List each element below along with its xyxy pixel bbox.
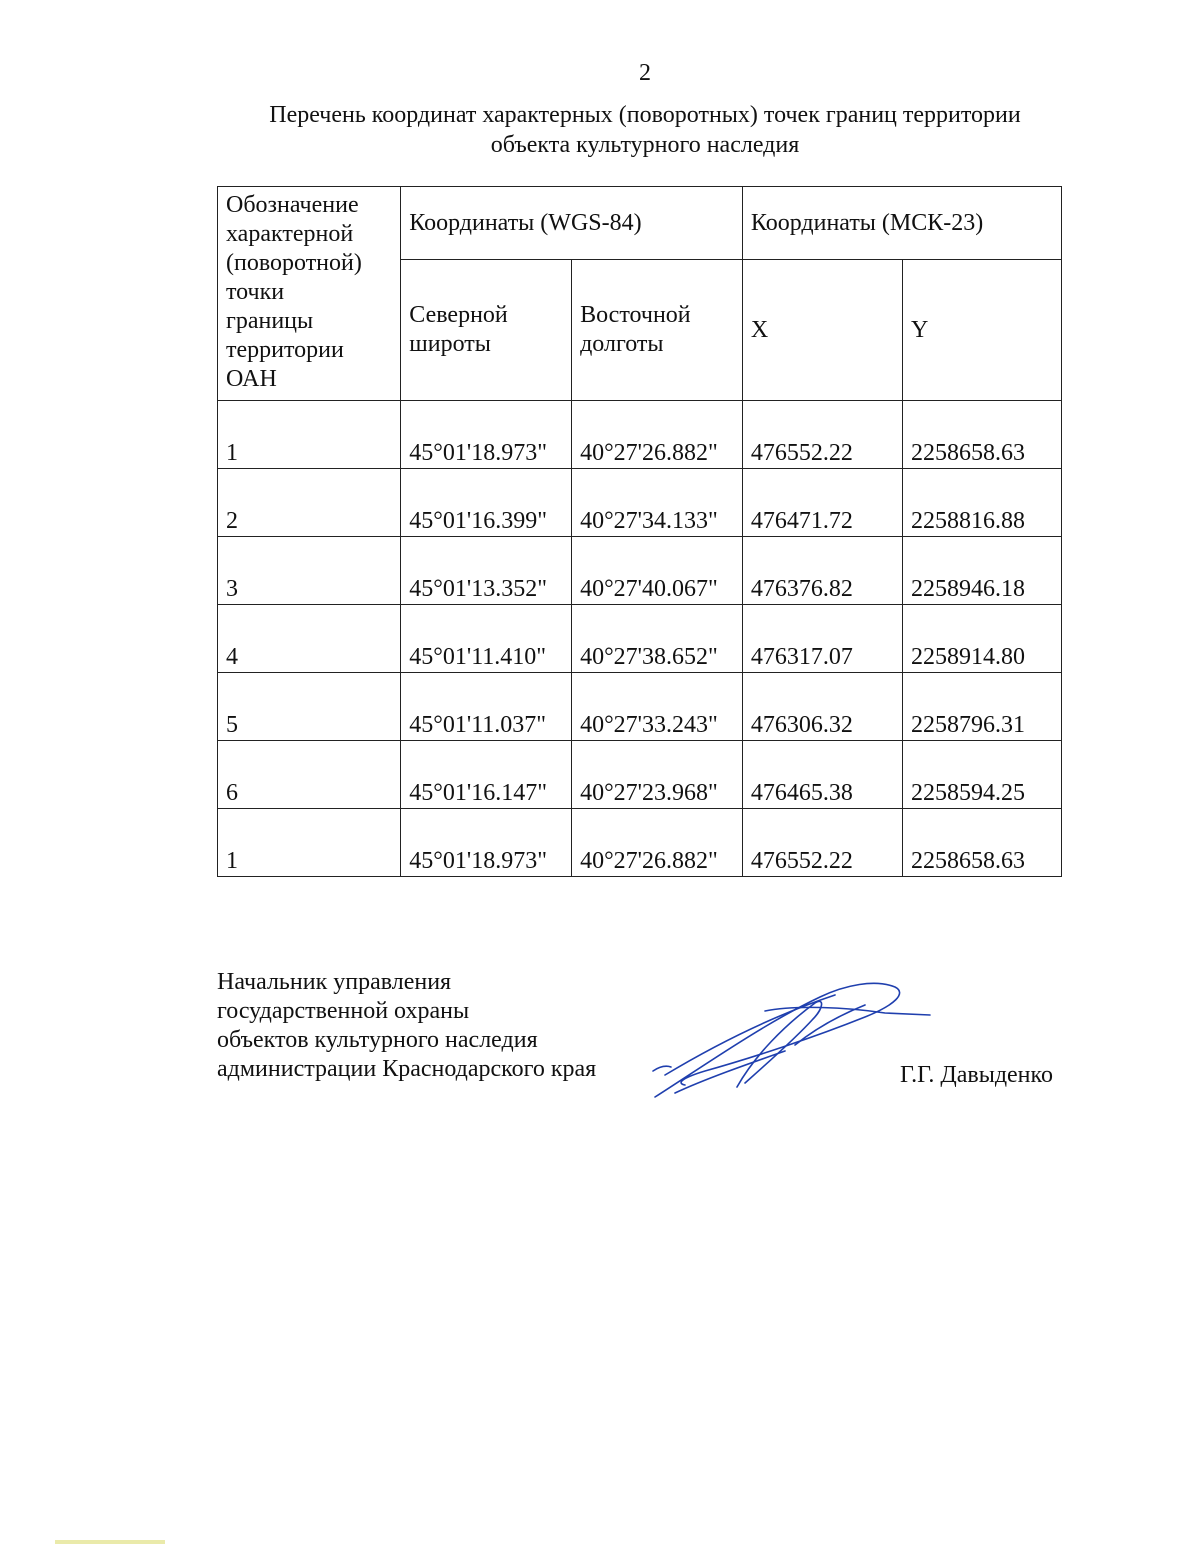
header-x: X: [742, 260, 902, 401]
cell-latitude: 45°01'16.399": [401, 469, 572, 537]
header-point-designation-line: границы: [226, 308, 314, 334]
cell-y: 2258816.88: [902, 469, 1061, 537]
cell-x: 476317.07: [742, 605, 902, 673]
table-row: [218, 401, 1062, 469]
signer-position-line: администрации Краснодарского края: [217, 1056, 597, 1082]
header-east-longitude-line: Восточной: [580, 302, 691, 328]
document-title-line-2: объекта культурного наследия: [490, 132, 800, 158]
cell-x: 476552.22: [742, 809, 902, 877]
header-point-designation-line: (поворотной): [226, 250, 362, 276]
coordinates-table: [217, 186, 1062, 877]
cell-point: 6: [218, 741, 401, 809]
document-title: [200, 100, 1090, 160]
cell-x: 476465.38: [742, 741, 902, 809]
header-point-designation-line: точки: [226, 279, 285, 305]
header-point-designation-line: ОАН: [226, 366, 277, 392]
signer-position-line: государственной охраны: [217, 998, 470, 1024]
cell-longitude: 40°27'23.968": [572, 741, 743, 809]
document-title-line-1: Перечень координат характерных (поворотных) точек границ территории: [269, 102, 1021, 128]
cell-latitude: 45°01'18.973": [401, 401, 572, 469]
cell-y: 2258946.18: [902, 537, 1061, 605]
header-north-latitude: [401, 260, 572, 401]
cell-latitude: 45°01'18.973": [401, 809, 572, 877]
header-point-designation: [218, 187, 401, 401]
cell-y: 2258658.63: [902, 809, 1061, 877]
cell-point: 4: [218, 605, 401, 673]
cell-latitude: 45°01'16.147": [401, 741, 572, 809]
cell-latitude: 45°01'13.352": [401, 537, 572, 605]
header-wgs84-group: Координаты (WGS-84): [401, 187, 743, 260]
signer-position-line: Начальник управления: [217, 969, 452, 995]
header-east-longitude-line: долготы: [580, 331, 664, 357]
cell-y: 2258594.25: [902, 741, 1061, 809]
cell-point: 5: [218, 673, 401, 741]
table-row: [218, 809, 1062, 877]
signer-position-line: объектов культурного наследия: [217, 1027, 538, 1053]
header-east-longitude: [572, 260, 743, 401]
table-row: [218, 469, 1062, 537]
cell-point: 3: [218, 537, 401, 605]
scan-artifact: [55, 1540, 165, 1544]
cell-x: 476306.32: [742, 673, 902, 741]
signature: [645, 975, 935, 1110]
cell-y: 2258796.31: [902, 673, 1061, 741]
cell-point: 1: [218, 809, 401, 877]
header-point-designation-line: Обозначение: [226, 192, 359, 218]
cell-latitude: 45°01'11.410": [401, 605, 572, 673]
header-point-designation-line: характерной: [226, 221, 354, 247]
signer-name: Г.Г. Давыденко: [900, 1062, 1053, 1088]
header-msk23-group: Координаты (МСК-23): [742, 187, 1061, 260]
cell-x: 476376.82: [742, 537, 902, 605]
table-row: [218, 537, 1062, 605]
cell-longitude: 40°27'26.882": [572, 809, 743, 877]
header-north-latitude-line: Северной: [409, 302, 508, 328]
cell-point: 1: [218, 401, 401, 469]
cell-y: 2258658.63: [902, 401, 1061, 469]
cell-x: 476471.72: [742, 469, 902, 537]
cell-longitude: 40°27'26.882": [572, 401, 743, 469]
table-row: [218, 741, 1062, 809]
signer-position: [217, 968, 596, 1084]
table-row: [218, 673, 1062, 741]
cell-x: 476552.22: [742, 401, 902, 469]
cell-longitude: 40°27'38.652": [572, 605, 743, 673]
cell-longitude: 40°27'33.243": [572, 673, 743, 741]
page-number: 2: [639, 60, 651, 86]
header-point-designation-line: территории: [226, 337, 344, 363]
cell-point: 2: [218, 469, 401, 537]
header-north-latitude-line: широты: [409, 331, 491, 357]
cell-longitude: 40°27'34.133": [572, 469, 743, 537]
header-y: Y: [902, 260, 1061, 401]
table-row: [218, 605, 1062, 673]
cell-y: 2258914.80: [902, 605, 1061, 673]
cell-longitude: 40°27'40.067": [572, 537, 743, 605]
cell-latitude: 45°01'11.037": [401, 673, 572, 741]
table-header-row: [218, 187, 1062, 260]
